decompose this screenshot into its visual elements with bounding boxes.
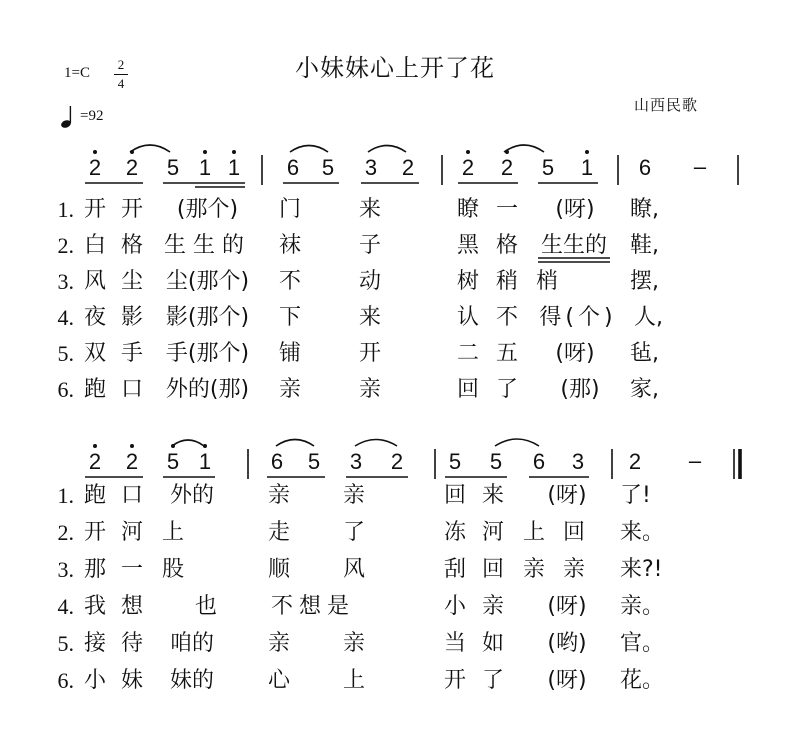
slur — [172, 440, 204, 446]
lyric: 人, — [634, 305, 663, 330]
key-signature: 1=C — [64, 65, 90, 81]
lyric: 亲 — [267, 483, 290, 508]
lyric: 双 — [83, 341, 106, 366]
lyric: 股 — [161, 557, 184, 582]
lyric: 河 — [120, 520, 143, 545]
lyric: 回 — [562, 520, 585, 545]
lyric: 也 — [194, 594, 217, 619]
lyric: 来 — [358, 305, 381, 330]
lyric: 手(那个) — [165, 341, 250, 366]
lyric: (哟) — [547, 631, 587, 656]
lyric: 河 — [481, 520, 504, 545]
lyric: 跑 — [83, 483, 106, 508]
lyric: 顺 — [267, 557, 290, 582]
lyric: 来?! — [620, 557, 663, 582]
lyric: 官。 — [620, 631, 665, 656]
octave-dot — [505, 150, 509, 154]
verse-number: 2. — [57, 520, 74, 545]
lyric: 子 — [358, 233, 381, 258]
verse-number: 2. — [57, 233, 74, 258]
lyric: 亲 — [522, 557, 545, 582]
verse-number: 3. — [57, 269, 74, 294]
lyric: 口 — [120, 483, 143, 508]
lyric: (呀) — [555, 197, 595, 222]
lyric: 亲 — [267, 631, 290, 656]
lyric: 手 — [120, 341, 143, 366]
lyric: 亲 — [342, 483, 365, 508]
lyric: 外的 — [169, 483, 214, 508]
lyric: 那 — [83, 557, 106, 582]
note-number: 2 — [401, 155, 415, 180]
lyric: 了 — [495, 377, 518, 402]
slur — [290, 146, 328, 153]
note-number: 3 — [349, 449, 363, 474]
lyric: 接 — [83, 631, 106, 656]
verse-number: 3. — [57, 557, 74, 582]
verse-number: 5. — [57, 631, 74, 656]
lyric: 动 — [358, 269, 381, 294]
lyric: 不想是 — [270, 594, 355, 619]
note-number: 5 — [541, 155, 555, 180]
verse-number: 6. — [57, 668, 74, 693]
lyric: 想 — [120, 594, 143, 619]
lyric: 树 — [456, 269, 479, 294]
song-title: 小妹妹心上开了花 — [295, 54, 495, 82]
lyric: 尘(那个) — [165, 269, 250, 294]
lyric: 了 — [481, 668, 504, 693]
hold-dash: – — [688, 448, 702, 473]
lyric: (呀) — [547, 668, 587, 693]
note-number: 2 — [125, 155, 139, 180]
note-number: 6 — [270, 449, 284, 474]
lyric: 来 — [481, 483, 504, 508]
lyric: 心 — [267, 668, 290, 693]
lyric: 影 — [120, 305, 143, 330]
lyric: 亲 — [481, 594, 504, 619]
lyric: 走 — [267, 520, 290, 545]
octave-dot — [585, 150, 589, 154]
octave-dot — [130, 444, 134, 448]
lyric: 咱的 — [169, 631, 214, 656]
song-origin: 山西民歌 — [634, 96, 699, 114]
octave-dot — [93, 444, 97, 448]
lyric: 开 — [83, 197, 106, 222]
lyric: 二 — [456, 341, 479, 366]
lyric: 妹 — [120, 668, 143, 693]
lyric: 认 — [456, 305, 479, 330]
lyric: 开 — [358, 341, 381, 366]
note-number: 5 — [489, 449, 503, 474]
lyric: 当 — [443, 631, 466, 656]
lyric: 生生的 — [540, 233, 607, 258]
slur — [130, 145, 170, 152]
lyric: 亲 — [278, 377, 301, 402]
time-signature — [114, 56, 128, 93]
lyric: 得(个) — [539, 305, 617, 330]
lyric: 下 — [278, 305, 301, 330]
note-number: 2 — [461, 155, 475, 180]
note-number: 2 — [500, 155, 514, 180]
verse-number: 4. — [57, 305, 74, 330]
hold-dash: – — [693, 154, 707, 179]
lyric: (呀) — [555, 341, 595, 366]
lyric: 尘 — [120, 269, 143, 294]
note-number: 1 — [198, 155, 212, 180]
lyric: 上 — [522, 520, 545, 545]
note-number: 6 — [532, 449, 546, 474]
note-number: 2 — [125, 449, 139, 474]
octave-dot — [203, 150, 207, 154]
note-number: 1 — [227, 155, 241, 180]
note-number: 2 — [628, 449, 642, 474]
lyric: 刮 — [443, 557, 466, 582]
lyric: 影(那个) — [165, 305, 250, 330]
lyric: 亲 — [358, 377, 381, 402]
lyric: 风 — [83, 269, 106, 294]
note-number: 2 — [390, 449, 404, 474]
lyric: 格 — [495, 233, 518, 258]
note-number: 5 — [166, 449, 180, 474]
note-number: 6 — [286, 155, 300, 180]
note-number: 6 — [638, 155, 652, 180]
note-number: 5 — [321, 155, 335, 180]
lyric: 口 — [120, 377, 143, 402]
lyric: 五 — [495, 341, 518, 366]
lyric: 上 — [161, 520, 184, 545]
lyric: 回 — [443, 483, 466, 508]
verse-number: 1. — [57, 483, 74, 508]
verse-number: 1. — [57, 197, 74, 222]
time-signature-bottom: 4 — [114, 74, 128, 93]
octave-dot — [466, 150, 470, 154]
verse-number: 6. — [57, 377, 74, 402]
octave-dot — [203, 444, 207, 448]
note-number: 2 — [88, 449, 102, 474]
lyric: 了! — [620, 483, 651, 508]
lyric: 上 — [342, 668, 365, 693]
lyric: 夜 — [83, 305, 106, 330]
lyric: 不 — [495, 305, 518, 330]
lyric: (那) — [560, 377, 600, 402]
lyric: (呀) — [547, 594, 587, 619]
lyric: (呀) — [547, 483, 587, 508]
lyric: 来 — [358, 197, 381, 222]
lyric: 家, — [630, 377, 659, 402]
octave-dot — [93, 150, 97, 154]
octave-dot — [130, 150, 134, 154]
lyric: 黑 — [456, 233, 479, 258]
lyric: 亲。 — [620, 594, 665, 619]
lyric: 回 — [481, 557, 504, 582]
lyric: 铺 — [278, 341, 301, 366]
lyric: 瞭, — [630, 197, 659, 222]
lyric: 风 — [342, 557, 365, 582]
lyric: 白 — [83, 233, 106, 258]
note-number: 5 — [448, 449, 462, 474]
tempo-marking: =92 — [80, 108, 104, 124]
note-number: 3 — [364, 155, 378, 180]
slur — [504, 145, 544, 152]
lyric: 如 — [481, 631, 504, 656]
slur — [368, 146, 406, 153]
octave-dot — [232, 150, 236, 154]
lyric: 来。 — [620, 520, 665, 545]
lyric: 生生的 — [163, 233, 251, 258]
lyric: 小 — [83, 668, 106, 693]
lyric: 冻 — [443, 520, 466, 545]
verse-number: 4. — [57, 594, 74, 619]
lyric: 待 — [120, 631, 143, 656]
lyric: 开 — [443, 668, 466, 693]
note-number: 1 — [198, 449, 212, 474]
lyric: 妹的 — [169, 668, 214, 693]
lyric: 外的(那) — [165, 377, 250, 402]
time-signature-top: 2 — [117, 57, 125, 72]
lyric: 毡, — [630, 341, 659, 366]
note-number: 3 — [571, 449, 585, 474]
lyric: 我 — [83, 594, 106, 619]
slur — [355, 440, 397, 447]
lyric: 花。 — [620, 668, 665, 693]
lyric: 开 — [120, 197, 143, 222]
lyric: 亲 — [342, 631, 365, 656]
lyric: 格 — [120, 233, 143, 258]
verse-number: 5. — [57, 341, 74, 366]
note-number: 2 — [88, 155, 102, 180]
lyric: 了 — [342, 520, 365, 545]
lyric: (那个) — [176, 197, 239, 222]
lyric: 一 — [495, 197, 518, 222]
note-number: 1 — [580, 155, 594, 180]
lyric: 亲 — [562, 557, 585, 582]
note-number: 5 — [166, 155, 180, 180]
lyric: 稍 — [495, 269, 518, 294]
lyric: 不 — [278, 269, 301, 294]
lyric: 瞭 — [456, 197, 479, 222]
lyric: 袜 — [278, 233, 301, 258]
lyric: 小 — [443, 594, 466, 619]
lyric: 鞋, — [630, 233, 659, 258]
lyric: 一 — [120, 557, 143, 582]
slur — [495, 439, 539, 446]
octave-dot — [171, 444, 175, 448]
lyric: 回 — [456, 377, 479, 402]
lyric: 门 — [278, 197, 301, 222]
quarter-note-icon — [60, 104, 78, 130]
lyric: 梢 — [535, 269, 558, 294]
lyric: 摆, — [630, 269, 659, 294]
slur — [276, 440, 314, 447]
lyric: 跑 — [83, 377, 106, 402]
lyric: 开 — [83, 520, 106, 545]
note-number: 5 — [307, 449, 321, 474]
